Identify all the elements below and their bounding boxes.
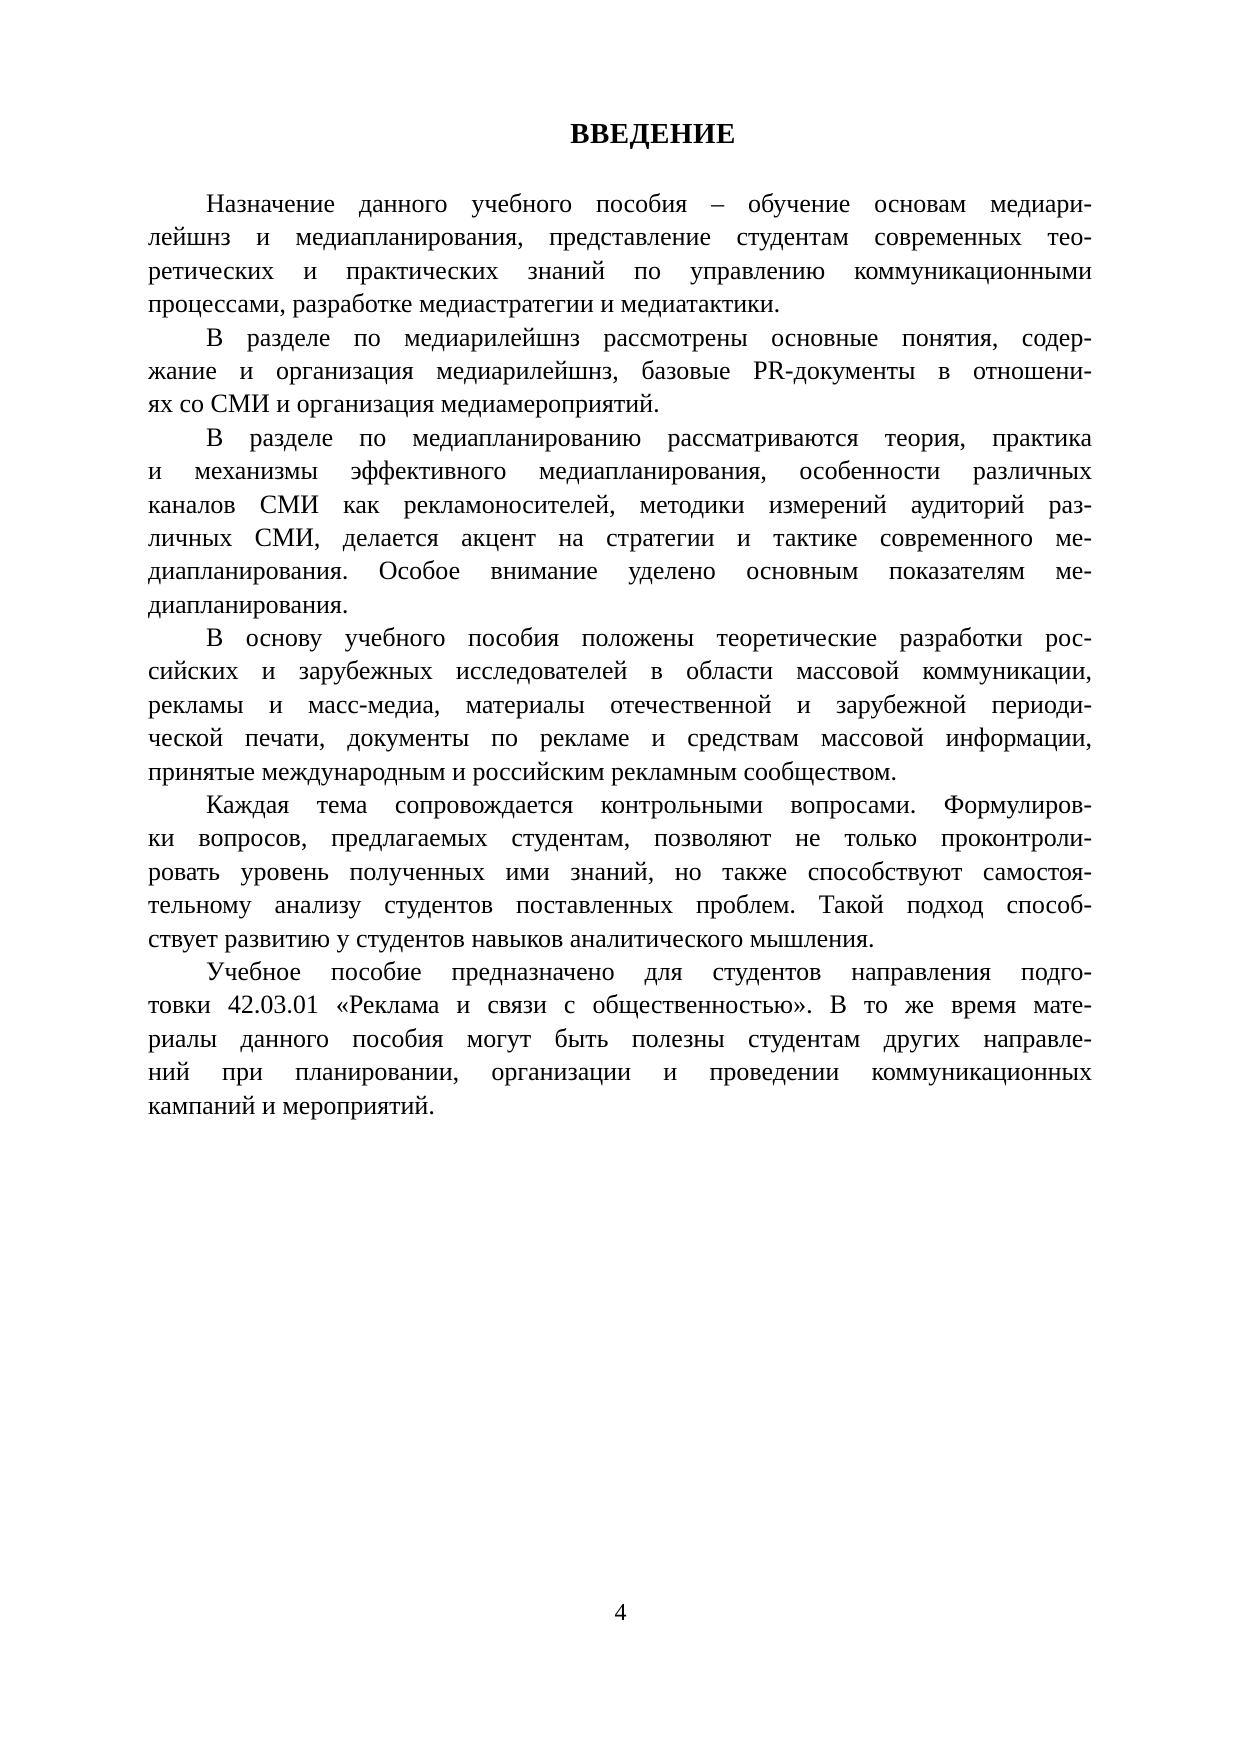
paragraph-5-line-1: Каждая тема сопровождается контрольными вопросами. Формулиров- bbox=[206, 790, 1092, 820]
paragraph-3-line-2: и механизмы эффективного медиапланирования, особенности различных bbox=[148, 456, 1092, 486]
paragraph-2-line-2: жание и организация медиарилейшнз, базовые PR-документы в отношени- bbox=[148, 355, 1092, 385]
paragraph-6-line-1: Учебное пособие предназначено для студентов направления подго- bbox=[206, 956, 1092, 986]
body-text bbox=[148, 187, 1092, 1122]
paragraph-4-line-4: ческой печати, документы по рекламе и средствам массовой информации, bbox=[148, 723, 1092, 753]
paragraph-6-line-4: ний при планировании, организации и проведении коммуникационных bbox=[148, 1057, 1092, 1087]
paragraph-4-line-1: В основу учебного пособия положены теоретические разработки рос- bbox=[206, 623, 1092, 653]
paragraph-1-line-2: лейшнз и медиапланирования, представление студентам современных тео- bbox=[148, 222, 1092, 252]
paragraph-6-line-3: риалы данного пособия могут быть полезны студентам других направле- bbox=[148, 1023, 1092, 1053]
paragraph-1-line-1: Назначение данного учебного пособия – обучение основам медиари- bbox=[206, 189, 1092, 218]
paragraph-6-line-2: товки 42.03.01 «Реклама и связи с общественностью». В то же время мате- bbox=[148, 990, 1092, 1020]
page-title: ВВЕДЕНИЕ bbox=[570, 118, 736, 150]
paragraph-4-line-2: сийских и зарубежных исследователей в области массовой коммуникации, bbox=[148, 656, 1092, 686]
paragraph-1-line-3: ретических и практических знаний по управлению коммуникационными bbox=[148, 255, 1092, 285]
paragraph-3-line-3: каналов СМИ как рекламоносителей, методики измерений аудиторий раз- bbox=[148, 489, 1092, 519]
paragraph-3-line-1: В разделе по медиапланированию рассматриваются теория, практика bbox=[206, 422, 1092, 452]
paragraph-4-line-5: принятые международным и российским рекламным сообществом. bbox=[148, 756, 897, 786]
page-number: 4 bbox=[614, 1600, 627, 1626]
paragraph-5-line-3: ровать уровень полученных ими знаний, но также способствуют самостоя- bbox=[148, 856, 1092, 886]
paragraph-2-line-3: ях со СМИ и организация медиамероприятий. bbox=[148, 389, 660, 419]
paragraph-5-line-4: тельному анализу студентов поставленных проблем. Такой подход способ- bbox=[148, 890, 1092, 920]
paragraph-5-line-2: ки вопросов, предлагаемых студентам, позволяют не только проконтроли- bbox=[148, 823, 1092, 853]
paragraph-4-line-3: рекламы и масс-медиа, материалы отечественной и зарубежной периоди- bbox=[148, 689, 1092, 719]
paragraph-3-line-4: личных СМИ, делается акцент на стратегии и тактике современного ме- bbox=[148, 522, 1092, 552]
paragraph-5-line-5: ствует развитию у студентов навыков аналитического мышления. bbox=[148, 923, 875, 953]
paragraph-3-line-6: диапланирования. bbox=[148, 589, 349, 619]
paragraph-1-line-4: процессами, разработке медиастратегии и медиатактики. bbox=[148, 289, 781, 319]
paragraph-6-line-5: кампаний и мероприятий. bbox=[148, 1090, 435, 1120]
paragraph-2-line-1: В разделе по медиарилейшнз рассмотрены основные понятия, содер- bbox=[206, 322, 1092, 352]
paragraph-3-line-5: диапланирования. Особое внимание уделено основным показателям ме- bbox=[148, 556, 1092, 586]
